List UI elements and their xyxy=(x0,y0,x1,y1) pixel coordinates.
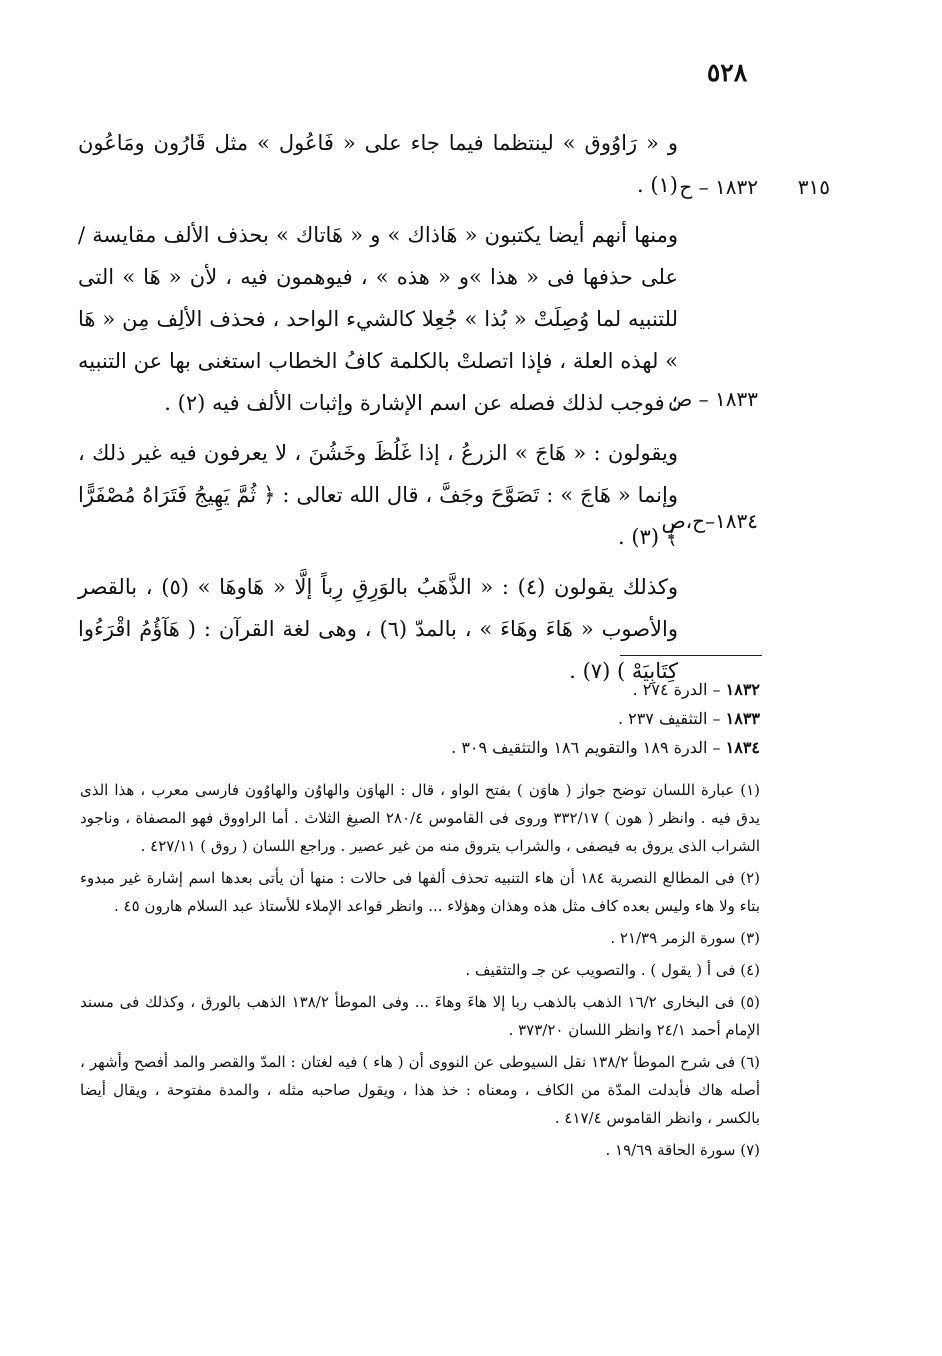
source-line xyxy=(80,733,760,762)
source-line xyxy=(80,704,760,733)
source-entry-number: ١٨٣٢ xyxy=(725,680,760,699)
source-entry-number: ١٨٣٣ xyxy=(725,709,760,728)
source-text: – الدرة ١٨٩ والتقويم ١٨٦ والتثقيف ٣٠٩ . xyxy=(451,738,721,757)
source-references xyxy=(80,675,760,762)
footnote-separator xyxy=(620,655,762,656)
entry-number-1833: ١٨٣٣ – ص xyxy=(668,387,758,411)
footnotes xyxy=(80,776,760,1168)
entry-continuation: و « رَاوُوق » لينتظما فيما جاء على « فَاعُول » مثل قَارُون ومَاعُون (١) . xyxy=(78,131,678,197)
source-text: – الدرة ٢٧٤ . xyxy=(632,680,721,699)
margin-page-ref: ٣١٥ xyxy=(797,175,830,199)
footnote-6: (٦) فى شرح الموطأ ١٣٨/٢ نقل السيوطى عن النووى أن ( هاء ) فيه لغتان : المدّ والقصر والمد أفصح وأشهر ، أصله هاك فأبدلت المدّة من الكاف ، ومعناه : خذ هذا ، ويقول صاحبه مثله ، والمدة مفتوحة ، ويقال أيضا بالكسر ، وانظر القاموس ٤١٧/٤ . xyxy=(80,1053,760,1127)
source-entry-number: ١٨٣٤ xyxy=(725,738,760,757)
footnote-2: (٢) فى المطالع النصرية ١٨٤ أن هاء التنبيه تحذف ألفها فى حالات : منها أن يأتى بعدها اسم إشارة غير مبدوء بتاء ولا هاء وليس بعده كاف مثل هذه وهذان وهؤلاء ... وانظر قواعد الإملاء للأستاذ عبد السلام هارون ٤٥ . xyxy=(80,869,760,915)
entry-number-1832: ١٨٣٢ – ح xyxy=(679,175,758,199)
footnote-3: (٣) سورة الزمر ٢١/٣٩ . xyxy=(610,929,760,947)
source-text: – التثقيف ٢٣٧ . xyxy=(617,709,721,728)
entry-number-1834: ١٨٣٤–ح،ص xyxy=(661,509,758,533)
page-number: ٥٢٨ xyxy=(706,58,748,87)
entry-1833-text: ويقولون : « هَاجَ » الزرعُ ، إذا غَلُظَ وخَشُنَ ، لا يعرفون فيه غير ذلك ، وإنما « هَاجَ » : تَصَوَّحَ وجَفَّ ، قال الله تعالى : ﴿ ثُمَّ يَهِيجُ فَتَرَاهُ مُصْفَرًّا ﴾ (٣) . xyxy=(78,441,678,549)
source-line xyxy=(80,675,760,704)
footnote-5: (٥) فى البخارى ١٦/٢ الذهب بالذهب ربا إلا هاءَ وهاءَ ... وفى الموطأ ١٣٨/٢ الذهب بالورق ، وكذلك فى مسند الإمام أحمد ٢٤/١ وانظر اللسان ٣٧٣/٢٠ . xyxy=(80,993,760,1039)
entry-1834-text: وكذلك يقولون (٤) : « الذَّهَبُ بالوَرِقِ رِباً إلَّا « هَاوهَا » (٥) ، بالقصر والأصوب « هَاءَ وهَاءَ » ، بالمدّ (٦) ، وهى لغة القرآن : ( هَآؤُمُ اقْرَءُوا كِتَابِيَهْ ) (٧) . xyxy=(78,575,678,683)
footnote-4: (٤) فى أ ( يقول ) . والتصويب عن جـ والتثقيف . xyxy=(465,961,760,979)
footnote-1: (١) عبارة اللسان توضح جواز ( هاوَن ) بفتح الواو ، قال : الهاوَن والهاوُن والهاوُون فارسى معرب ، هذا الذى يدق فيه . وانظر ( هون ) ٣٣٢/١٧ وروى فى القاموس ٢٨٠/٤ الصيغ الثلاث . أما الراووق فهو المصفاة ، وناجود الشراب الذى يروق به فيصفى ، والشراب يتروق منه من غير عصير . وراجع اللسان ( روق ) ٤٢٧/١١ . xyxy=(80,781,760,855)
main-text xyxy=(78,122,678,700)
entry-1832-text: ومنها أنهم أيضا يكتبون « هَاذاك » و « هَاتاك » بحذف الألف مقايسة / على حذفها فى « هذا »و « هذه » ، فيوهمون فيه ، لأن « هَا » التى للتنبيه لما وُصِلَتْ « بُذا » جُعِلا كالشيء الواحد ، فحذف الألِف مِن « هَا » لهذه العلة ، فإذا اتصلتْ بالكلمة كافُ الخطاب استغنى بها عن التنبيه ؛ فوجب لذلك فصله عن اسم الإشارة وإثبات الألف فيه (٢) . xyxy=(78,223,678,415)
footnote-7: (٧) سورة الحاقة ١٩/٦٩ . xyxy=(605,1141,760,1159)
